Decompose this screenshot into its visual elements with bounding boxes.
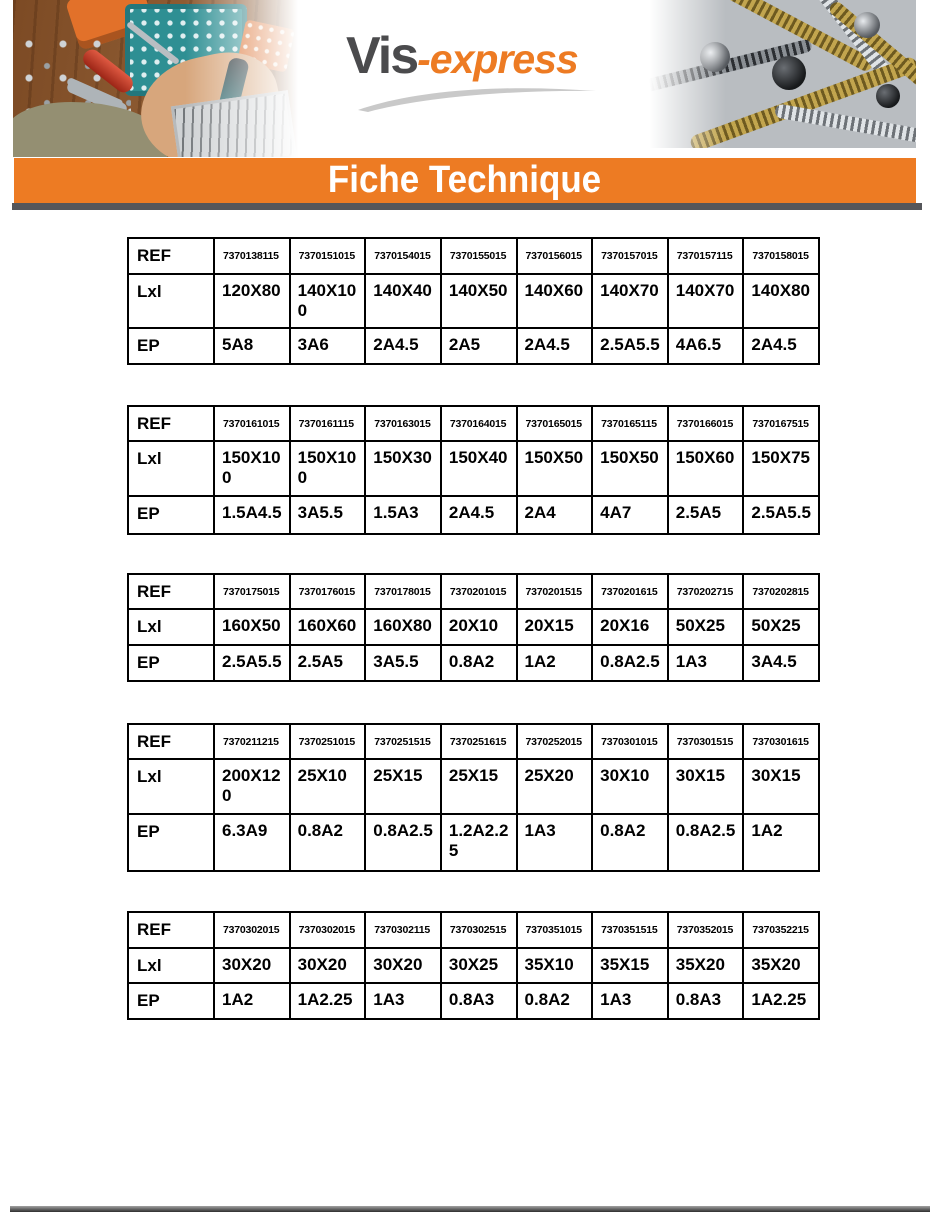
ref-value-cell: 7370158015 [743,238,819,274]
lxl-value-cell: 30X20 [290,948,366,983]
ref-value-cell: 7370301515 [668,724,744,759]
ref-value-cell: 7370202715 [668,574,744,609]
ep-value-cell: 1.5A4.5 [214,496,290,534]
ep-value-cell: 0.8A2 [290,814,366,871]
row-label-lxl: Lxl [128,609,214,645]
ep-value-cell: 3A5.5 [365,645,441,681]
ep-value-cell: 3A4.5 [743,645,819,681]
ep-value-cell: 2A4.5 [441,496,517,534]
ref-value-cell: 7370211215 [214,724,290,759]
ref-value-cell: 7370251515 [365,724,441,759]
ep-value-cell: 3A6 [290,328,366,364]
ref-value-cell: 7370201615 [592,574,668,609]
row-label-ref: REF [128,238,214,274]
vis-express-logo [346,26,578,86]
row-label-ep: EP [128,328,214,364]
ref-value-cell: 7370302115 [365,912,441,948]
workbench-photo [13,0,310,157]
page-bottom-bar [10,1206,930,1212]
ep-value-cell: 1A2 [743,814,819,871]
ref-value-cell: 7370138115 [214,238,290,274]
ep-value-cell: 2.5A5 [290,645,366,681]
ep-value-cell: 1A2.25 [290,983,366,1019]
ep-value-cell: 2.5A5.5 [592,328,668,364]
lxl-value-cell: 140X70 [592,274,668,328]
ref-value-cell: 7370161015 [214,406,290,441]
lxl-value-cell: 140X100 [290,274,366,328]
ref-value-cell: 7370201015 [441,574,517,609]
logo-vis-text: Vis [346,27,418,85]
ep-value-cell: 2.5A5 [668,496,744,534]
lxl-value-cell: 160X50 [214,609,290,645]
ep-value-cell: 2A4.5 [517,328,593,364]
lxl-value-cell: 150X40 [441,441,517,496]
lxl-value-cell: 30X10 [592,759,668,814]
row-label-ref: REF [128,912,214,948]
ep-value-cell: 3A5.5 [290,496,366,534]
spec-table-2 [127,405,820,535]
lxl-value-cell: 35X10 [517,948,593,983]
ep-value-cell: 2.5A5.5 [214,645,290,681]
ref-value-cell: 7370202815 [743,574,819,609]
ref-value-cell: 7370163015 [365,406,441,441]
ref-value-cell: 7370302515 [441,912,517,948]
lxl-value-cell: 30X15 [668,759,744,814]
ref-value-cell: 7370166015 [668,406,744,441]
ref-value-cell: 7370252015 [517,724,593,759]
ref-value-cell: 7370154015 [365,238,441,274]
ref-value-cell: 7370352015 [668,912,744,948]
ep-value-cell: 2A4.5 [365,328,441,364]
ref-value-cell: 7370352215 [743,912,819,948]
ep-value-cell: 2A4 [517,496,593,534]
lxl-value-cell: 20X16 [592,609,668,645]
ref-value-cell: 7370201515 [517,574,593,609]
ep-value-cell: 0.8A2 [592,814,668,871]
ep-value-cell: 4A7 [592,496,668,534]
ep-value-cell: 0.8A3 [441,983,517,1019]
ref-value-cell: 7370176015 [290,574,366,609]
ep-value-cell: 1A2 [517,645,593,681]
lxl-value-cell: 20X15 [517,609,593,645]
lxl-value-cell: 150X50 [517,441,593,496]
lxl-value-cell: 150X100 [214,441,290,496]
ep-value-cell: 0.8A2 [517,983,593,1019]
row-label-ep: EP [128,814,214,871]
lxl-value-cell: 30X15 [743,759,819,814]
ref-value-cell: 7370175015 [214,574,290,609]
ep-value-cell: 1A3 [592,983,668,1019]
ep-value-cell: 2A5 [441,328,517,364]
ep-value-cell: 4A6.5 [668,328,744,364]
lxl-value-cell: 150X75 [743,441,819,496]
page-title: Fiche Technique [328,159,602,201]
spec-table-5 [127,911,820,1020]
ep-value-cell: 5A8 [214,328,290,364]
spec-table-1 [127,237,820,365]
ref-value-cell: 7370302015 [214,912,290,948]
ep-value-cell: 6.3A9 [214,814,290,871]
ref-value-cell: 7370151015 [290,238,366,274]
lxl-value-cell: 150X50 [592,441,668,496]
row-label-ref: REF [128,406,214,441]
ref-value-cell: 7370251615 [441,724,517,759]
lxl-value-cell: 150X100 [290,441,366,496]
lxl-value-cell: 35X15 [592,948,668,983]
ref-value-cell: 7370301615 [743,724,819,759]
ref-value-cell: 7370165115 [592,406,668,441]
lxl-value-cell: 140X60 [517,274,593,328]
ep-value-cell: 2A4.5 [743,328,819,364]
lxl-value-cell: 35X20 [668,948,744,983]
lxl-value-cell: 30X25 [441,948,517,983]
ref-value-cell: 7370302015 [290,912,366,948]
ep-value-cell: 0.8A2 [441,645,517,681]
lxl-value-cell: 25X15 [441,759,517,814]
lxl-value-cell: 35X20 [743,948,819,983]
ep-value-cell: 0.8A2.5 [592,645,668,681]
lxl-value-cell: 140X70 [668,274,744,328]
lxl-value-cell: 140X40 [365,274,441,328]
ep-value-cell: 2.5A5.5 [743,496,819,534]
lxl-value-cell: 200X120 [214,759,290,814]
row-label-lxl: Lxl [128,274,214,328]
ref-value-cell: 7370157115 [668,238,744,274]
lxl-value-cell: 20X10 [441,609,517,645]
header-divider-bar [12,203,922,210]
ref-value-cell: 7370251015 [290,724,366,759]
lxl-value-cell: 120X80 [214,274,290,328]
ep-value-cell: 1A3 [517,814,593,871]
ref-value-cell: 7370164015 [441,406,517,441]
ref-value-cell: 7370155015 [441,238,517,274]
row-label-lxl: Lxl [128,948,214,983]
lxl-value-cell: 25X10 [290,759,366,814]
lxl-value-cell: 160X80 [365,609,441,645]
ep-value-cell: 0.8A2.5 [365,814,441,871]
ref-value-cell: 7370156015 [517,238,593,274]
lxl-value-cell: 50X25 [743,609,819,645]
ep-value-cell: 1A3 [668,645,744,681]
ref-value-cell: 7370165015 [517,406,593,441]
ep-value-cell: 0.8A3 [668,983,744,1019]
ep-value-cell: 0.8A2.5 [668,814,744,871]
row-label-lxl: Lxl [128,759,214,814]
ref-value-cell: 7370351515 [592,912,668,948]
ref-value-cell: 7370167515 [743,406,819,441]
screws-photo [644,0,916,148]
lxl-value-cell: 150X30 [365,441,441,496]
ref-value-cell: 7370161115 [290,406,366,441]
photo-fade [644,0,916,148]
row-label-ep: EP [128,496,214,534]
row-label-ref: REF [128,574,214,609]
spec-table-4 [127,723,820,872]
ref-value-cell: 7370157015 [592,238,668,274]
lxl-value-cell: 50X25 [668,609,744,645]
lxl-value-cell: 140X80 [743,274,819,328]
row-label-lxl: Lxl [128,441,214,496]
ref-value-cell: 7370351015 [517,912,593,948]
lxl-value-cell: 25X15 [365,759,441,814]
photo-fade [13,0,310,157]
ref-value-cell: 7370301015 [592,724,668,759]
spec-table-3 [127,573,820,682]
title-banner [14,158,916,203]
ep-value-cell: 1.5A3 [365,496,441,534]
ep-value-cell: 1.2A2.25 [441,814,517,871]
lxl-value-cell: 160X60 [290,609,366,645]
lxl-value-cell: 30X20 [214,948,290,983]
lxl-value-cell: 25X20 [517,759,593,814]
ep-value-cell: 1A2 [214,983,290,1019]
ep-value-cell: 1A2.25 [743,983,819,1019]
row-label-ref: REF [128,724,214,759]
row-label-ep: EP [128,983,214,1019]
ep-value-cell: 1A3 [365,983,441,1019]
logo-express-text: -express [417,36,578,82]
lxl-value-cell: 140X50 [441,274,517,328]
logo-swoosh [352,84,600,112]
lxl-value-cell: 150X60 [668,441,744,496]
row-label-ep: EP [128,645,214,681]
ref-value-cell: 7370178015 [365,574,441,609]
lxl-value-cell: 30X20 [365,948,441,983]
